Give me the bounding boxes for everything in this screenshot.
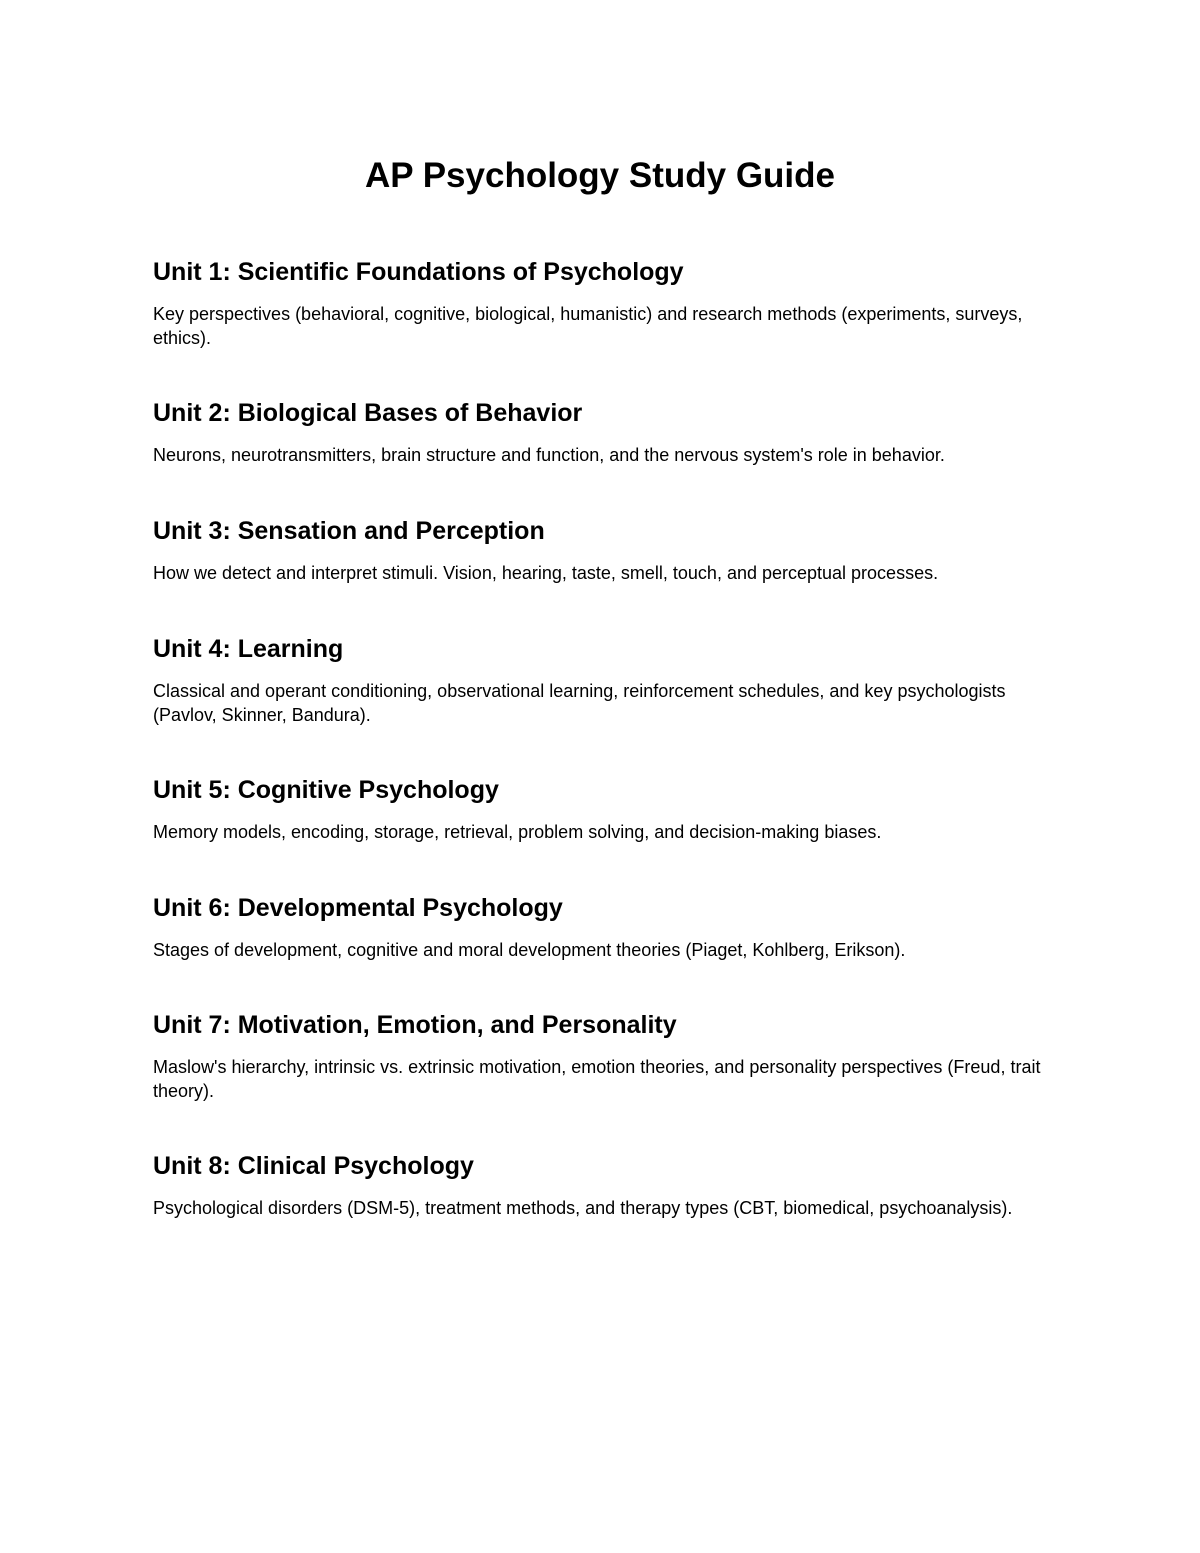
unit-description: Memory models, encoding, storage, retrieval, problem solving, and decision-making biases. xyxy=(153,822,882,842)
unit-heading: Unit 1: Scientific Foundations of Psychology xyxy=(153,258,684,286)
unit-section-7 xyxy=(153,1008,1053,1103)
unit-section-3 xyxy=(153,514,1053,585)
unit-heading: Unit 8: Clinical Psychology xyxy=(153,1152,474,1180)
unit-description: Maslow's hierarchy, intrinsic vs. extrinsic motivation, emotion theories, and personality perspectives (Freud, trait theory). xyxy=(153,1057,1041,1101)
unit-section-8 xyxy=(153,1149,1053,1220)
unit-heading: Unit 3: Sensation and Perception xyxy=(153,517,545,545)
unit-section-4 xyxy=(153,632,1053,727)
unit-description: Psychological disorders (DSM-5), treatment methods, and therapy types (CBT, biomedical, psychoanalysis). xyxy=(153,1198,1013,1218)
unit-description: Key perspectives (behavioral, cognitive, biological, humanistic) and research methods (experiments, surveys, ethics). xyxy=(153,304,1023,348)
unit-section-6 xyxy=(153,891,1053,962)
unit-description: How we detect and interpret stimuli. Vision, hearing, taste, smell, touch, and perceptual processes. xyxy=(153,563,939,583)
unit-description: Stages of development, cognitive and moral development theories (Piaget, Kohlberg, Erikson). xyxy=(153,940,906,960)
unit-heading: Unit 6: Developmental Psychology xyxy=(153,894,563,922)
unit-heading: Unit 5: Cognitive Psychology xyxy=(153,776,499,804)
page-title: AP Psychology Study Guide xyxy=(364,156,835,195)
unit-description: Classical and operant conditioning, observational learning, reinforcement schedules, and key psychologists (Pavlov, Skinner, Bandura). xyxy=(153,681,1006,725)
unit-section-1 xyxy=(153,255,1053,350)
unit-heading: Unit 4: Learning xyxy=(153,635,344,663)
unit-description: Neurons, neurotransmitters, brain structure and function, and the nervous system's role in behavior. xyxy=(153,445,945,465)
unit-section-2 xyxy=(153,396,1053,467)
unit-section-5 xyxy=(153,773,1053,844)
unit-heading: Unit 2: Biological Bases of Behavior xyxy=(153,399,583,427)
unit-heading: Unit 7: Motivation, Emotion, and Personality xyxy=(153,1011,677,1039)
